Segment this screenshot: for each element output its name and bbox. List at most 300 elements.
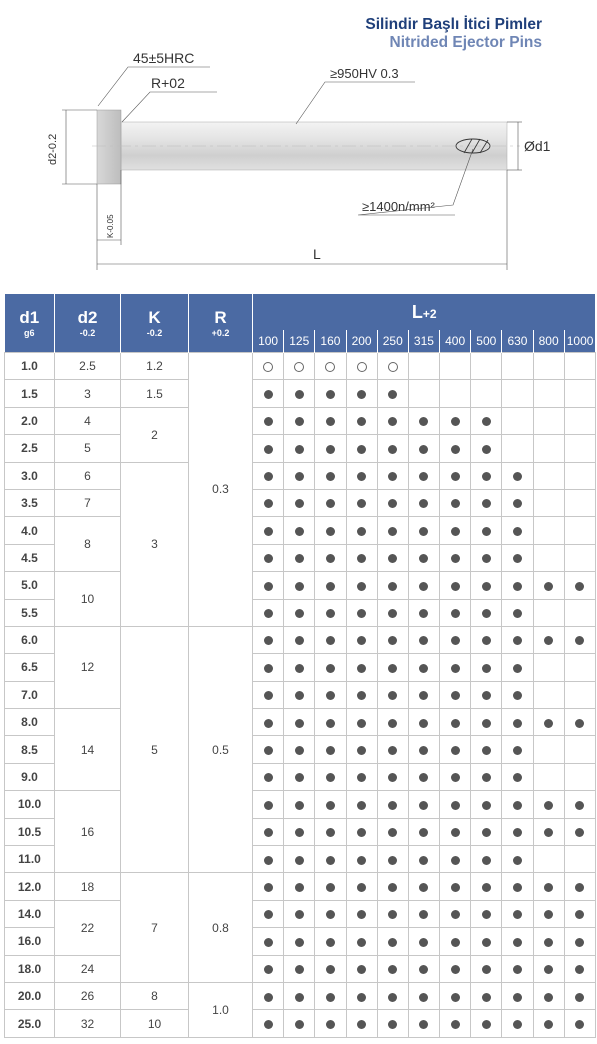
available-dot-icon [357, 828, 366, 837]
availability-cell [440, 353, 471, 380]
available-dot-icon [419, 965, 428, 974]
availability-cell [564, 435, 595, 462]
available-dot-icon [482, 445, 491, 454]
availability-cell [440, 736, 471, 763]
availability-cell [346, 818, 377, 845]
header-d2: d2 -0.2 [55, 294, 121, 353]
availability-cell [253, 846, 284, 873]
available-dot-icon [513, 883, 522, 892]
availability-cell [471, 846, 502, 873]
availability-cell [471, 407, 502, 434]
availability-cell [315, 900, 346, 927]
available-dot-icon [264, 938, 273, 947]
available-dot-icon [357, 746, 366, 755]
availability-cell [346, 763, 377, 790]
available-dot-icon [575, 828, 584, 837]
availability-cell [253, 626, 284, 653]
availability-cell [315, 599, 346, 626]
available-dot-icon [357, 527, 366, 536]
availability-cell [564, 489, 595, 516]
length-header-1000: 1000 [564, 330, 595, 353]
available-dot-icon [295, 801, 304, 810]
d2-cell: 3 [55, 380, 121, 407]
availability-cell [533, 353, 564, 380]
availability-cell [253, 818, 284, 845]
availability-cell [502, 572, 533, 599]
availability-cell [502, 873, 533, 900]
d1-cell: 1.5 [5, 380, 55, 407]
available-dot-icon [419, 691, 428, 700]
k-cell: 1.5 [121, 380, 189, 407]
availability-cell [564, 407, 595, 434]
availability-cell [346, 517, 377, 544]
availability-cell [564, 462, 595, 489]
available-dot-icon [451, 691, 460, 700]
available-dot-icon [482, 910, 491, 919]
available-dot-icon [264, 417, 273, 426]
availability-cell [471, 900, 502, 927]
r-cell: 0.8 [189, 873, 253, 983]
available-dot-icon [326, 664, 335, 673]
k-cell: 1.2 [121, 353, 189, 380]
available-dot-icon [451, 801, 460, 810]
available-dot-icon [419, 636, 428, 645]
available-dot-icon [419, 773, 428, 782]
available-dot-icon [513, 636, 522, 645]
availability-cell [346, 846, 377, 873]
availability-cell [408, 846, 439, 873]
availability-cell [564, 517, 595, 544]
availability-cell [408, 599, 439, 626]
d1-cell: 2.0 [5, 407, 55, 434]
availability-cell [284, 380, 315, 407]
availability-cell [502, 626, 533, 653]
available-dot-icon [513, 472, 522, 481]
d1-cell: 10.5 [5, 818, 55, 845]
availability-cell [315, 572, 346, 599]
availability-cell [440, 846, 471, 873]
availability-cell [564, 982, 595, 1009]
available-dot-icon [295, 664, 304, 673]
available-dot-icon [326, 499, 335, 508]
availability-cell [533, 763, 564, 790]
header-r: R +0.2 [189, 294, 253, 353]
availability-cell [564, 626, 595, 653]
available-dot-icon [482, 828, 491, 837]
available-dot-icon [419, 527, 428, 536]
available-dot-icon [357, 883, 366, 892]
availability-cell [533, 982, 564, 1009]
availability-cell [533, 873, 564, 900]
available-dot-icon [482, 883, 491, 892]
availability-cell [346, 1010, 377, 1037]
available-dot-icon [326, 472, 335, 481]
available-dot-icon [419, 499, 428, 508]
availability-cell [377, 709, 408, 736]
available-dot-icon [451, 773, 460, 782]
availability-cell [253, 681, 284, 708]
available-dot-icon [264, 582, 273, 591]
available-dot-icon [326, 445, 335, 454]
d2-cell: 12 [55, 626, 121, 708]
available-dot-icon [388, 472, 397, 481]
d2-cell: 2.5 [55, 353, 121, 380]
available-dot-icon [451, 499, 460, 508]
availability-cell [564, 1010, 595, 1037]
available-dot-icon [295, 445, 304, 454]
availability-cell [377, 736, 408, 763]
available-dot-icon [575, 636, 584, 645]
availability-cell [408, 407, 439, 434]
available-dot-icon [451, 965, 460, 974]
availability-cell [408, 572, 439, 599]
availability-cell [533, 380, 564, 407]
available-dot-icon [326, 691, 335, 700]
availability-cell [346, 544, 377, 571]
availability-cell [284, 709, 315, 736]
available-dot-icon [388, 390, 397, 399]
available-dot-icon [451, 472, 460, 481]
available-dot-icon [419, 417, 428, 426]
available-dot-icon [482, 719, 491, 728]
available-dot-icon [357, 910, 366, 919]
special-order-ring-icon [294, 362, 304, 372]
available-dot-icon [419, 445, 428, 454]
availability-cell [408, 517, 439, 544]
available-dot-icon [326, 636, 335, 645]
availability-cell [564, 928, 595, 955]
available-dot-icon [264, 499, 273, 508]
length-header-800: 800 [533, 330, 564, 353]
availability-cell [471, 982, 502, 1009]
available-dot-icon [388, 636, 397, 645]
d1-cell: 16.0 [5, 928, 55, 955]
availability-cell [377, 900, 408, 927]
d2-cell: 10 [55, 572, 121, 627]
availability-cell [346, 380, 377, 407]
available-dot-icon [419, 582, 428, 591]
available-dot-icon [295, 993, 304, 1002]
available-dot-icon [264, 856, 273, 865]
available-dot-icon [295, 390, 304, 399]
availability-cell [440, 681, 471, 708]
d1-cell: 20.0 [5, 982, 55, 1009]
available-dot-icon [264, 1020, 273, 1029]
availability-cell [502, 928, 533, 955]
available-dot-icon [295, 965, 304, 974]
head-hardness-label: 45±5HRC [133, 50, 195, 66]
availability-cell [315, 435, 346, 462]
length-header-125: 125 [284, 330, 315, 353]
available-dot-icon [482, 582, 491, 591]
availability-cell [377, 435, 408, 462]
available-dot-icon [451, 828, 460, 837]
available-dot-icon [264, 691, 273, 700]
availability-cell [502, 955, 533, 982]
availability-cell [315, 846, 346, 873]
availability-cell [253, 353, 284, 380]
length-header-160: 160 [315, 330, 346, 353]
available-dot-icon [326, 417, 335, 426]
availability-cell [377, 353, 408, 380]
available-dot-icon [326, 883, 335, 892]
available-dot-icon [575, 883, 584, 892]
availability-cell [377, 544, 408, 571]
available-dot-icon [482, 1020, 491, 1029]
available-dot-icon [451, 445, 460, 454]
tensile-label: ≥1400n/mm² [362, 199, 435, 214]
available-dot-icon [482, 938, 491, 947]
availability-cell [564, 709, 595, 736]
availability-cell [502, 489, 533, 516]
available-dot-icon [264, 910, 273, 919]
availability-cell [440, 380, 471, 407]
available-dot-icon [513, 773, 522, 782]
availability-cell [377, 982, 408, 1009]
title-english: Nitrided Ejector Pins [389, 34, 542, 51]
header-d1: d1 g6 [5, 294, 55, 353]
d2-cell: 6 [55, 462, 121, 489]
available-dot-icon [451, 554, 460, 563]
available-dot-icon [264, 636, 273, 645]
available-dot-icon [544, 993, 553, 1002]
availability-cell [408, 709, 439, 736]
d2-cell: 7 [55, 489, 121, 516]
available-dot-icon [295, 417, 304, 426]
availability-cell [315, 736, 346, 763]
availability-cell [253, 763, 284, 790]
availability-cell [502, 654, 533, 681]
available-dot-icon [326, 582, 335, 591]
d1-cell: 14.0 [5, 900, 55, 927]
availability-cell [440, 982, 471, 1009]
availability-cell [440, 873, 471, 900]
available-dot-icon [264, 445, 273, 454]
available-dot-icon [419, 801, 428, 810]
table-row [5, 572, 596, 599]
pin-diameter-label: Ød1 [524, 138, 551, 154]
available-dot-icon [357, 1020, 366, 1029]
availability-cell [377, 873, 408, 900]
d1-cell: 1.0 [5, 353, 55, 380]
available-dot-icon [451, 664, 460, 673]
available-dot-icon [544, 828, 553, 837]
available-dot-icon [575, 801, 584, 810]
availability-cell [440, 709, 471, 736]
availability-cell [408, 353, 439, 380]
available-dot-icon [419, 993, 428, 1002]
available-dot-icon [264, 883, 273, 892]
available-dot-icon [388, 582, 397, 591]
available-dot-icon [451, 1020, 460, 1029]
availability-cell [253, 435, 284, 462]
availability-cell [440, 955, 471, 982]
availability-cell [346, 791, 377, 818]
availability-cell [346, 736, 377, 763]
available-dot-icon [513, 801, 522, 810]
availability-cell [564, 763, 595, 790]
available-dot-icon [326, 1020, 335, 1029]
available-dot-icon [264, 472, 273, 481]
available-dot-icon [544, 910, 553, 919]
available-dot-icon [544, 938, 553, 947]
table-row [5, 489, 596, 516]
available-dot-icon [357, 993, 366, 1002]
availability-cell [564, 599, 595, 626]
available-dot-icon [295, 472, 304, 481]
availability-cell [346, 435, 377, 462]
availability-cell [502, 846, 533, 873]
available-dot-icon [264, 664, 273, 673]
available-dot-icon [388, 856, 397, 865]
availability-cell [284, 599, 315, 626]
availability-cell [315, 873, 346, 900]
available-dot-icon [295, 938, 304, 947]
available-dot-icon [451, 856, 460, 865]
availability-cell [377, 572, 408, 599]
available-dot-icon [482, 993, 491, 1002]
availability-cell [284, 873, 315, 900]
available-dot-icon [357, 445, 366, 454]
availability-cell [315, 1010, 346, 1037]
available-dot-icon [357, 636, 366, 645]
availability-cell [377, 517, 408, 544]
availability-cell [408, 681, 439, 708]
availability-cell [471, 380, 502, 407]
availability-cell [502, 517, 533, 544]
availability-cell [440, 435, 471, 462]
title-turkish: Silindir Başlı İtici Pimler [365, 16, 542, 33]
availability-cell [346, 572, 377, 599]
availability-cell [346, 489, 377, 516]
available-dot-icon [451, 609, 460, 618]
availability-cell [564, 654, 595, 681]
available-dot-icon [451, 993, 460, 1002]
availability-cell [284, 763, 315, 790]
availability-cell [502, 709, 533, 736]
d1-cell: 3.0 [5, 462, 55, 489]
availability-cell [408, 654, 439, 681]
availability-cell [315, 380, 346, 407]
available-dot-icon [575, 582, 584, 591]
d2-cell: 4 [55, 407, 121, 434]
availability-cell [284, 572, 315, 599]
available-dot-icon [544, 582, 553, 591]
availability-cell [408, 462, 439, 489]
availability-cell [253, 955, 284, 982]
available-dot-icon [264, 828, 273, 837]
availability-cell [533, 489, 564, 516]
d1-cell: 5.5 [5, 599, 55, 626]
availability-cell [471, 763, 502, 790]
availability-cell [377, 626, 408, 653]
d1-cell: 6.5 [5, 654, 55, 681]
availability-cell [346, 709, 377, 736]
availability-cell [253, 928, 284, 955]
availability-cell [315, 982, 346, 1009]
availability-cell [253, 791, 284, 818]
available-dot-icon [451, 938, 460, 947]
table-row [5, 955, 596, 982]
availability-cell [377, 489, 408, 516]
availability-cell [253, 462, 284, 489]
available-dot-icon [264, 390, 273, 399]
available-dot-icon [451, 636, 460, 645]
available-dot-icon [513, 938, 522, 947]
length-header-250: 250 [377, 330, 408, 353]
available-dot-icon [388, 938, 397, 947]
available-dot-icon [295, 554, 304, 563]
availability-cell [284, 435, 315, 462]
table-row [5, 900, 596, 927]
availability-cell [377, 955, 408, 982]
available-dot-icon [513, 582, 522, 591]
availability-cell [284, 489, 315, 516]
availability-cell [315, 407, 346, 434]
availability-cell [564, 736, 595, 763]
availability-cell [533, 791, 564, 818]
available-dot-icon [264, 801, 273, 810]
availability-cell [408, 791, 439, 818]
availability-cell [408, 380, 439, 407]
length-label: L [313, 246, 321, 262]
availability-cell [408, 873, 439, 900]
available-dot-icon [388, 445, 397, 454]
available-dot-icon [326, 390, 335, 399]
available-dot-icon [357, 554, 366, 563]
availability-cell [253, 380, 284, 407]
availability-cell [471, 873, 502, 900]
availability-cell [408, 982, 439, 1009]
header-l: L+2 [253, 294, 596, 330]
availability-cell [284, 791, 315, 818]
availability-cell [564, 380, 595, 407]
availability-cell [408, 818, 439, 845]
available-dot-icon [419, 472, 428, 481]
availability-cell [502, 900, 533, 927]
availability-cell [346, 626, 377, 653]
availability-cell [346, 462, 377, 489]
available-dot-icon [326, 828, 335, 837]
availability-cell [502, 544, 533, 571]
available-dot-icon [388, 910, 397, 919]
d1-cell: 8.0 [5, 709, 55, 736]
d1-cell: 4.0 [5, 517, 55, 544]
availability-cell [315, 544, 346, 571]
availability-cell [408, 1010, 439, 1037]
availability-cell [346, 982, 377, 1009]
availability-cell [346, 654, 377, 681]
available-dot-icon [357, 582, 366, 591]
available-dot-icon [357, 609, 366, 618]
available-dot-icon [295, 746, 304, 755]
availability-cell [253, 654, 284, 681]
d1-cell: 25.0 [5, 1010, 55, 1037]
availability-cell [502, 1010, 533, 1037]
available-dot-icon [388, 664, 397, 673]
k-cell: 10 [121, 1010, 189, 1037]
availability-cell [408, 736, 439, 763]
available-dot-icon [513, 554, 522, 563]
d1-cell: 8.5 [5, 736, 55, 763]
availability-cell [408, 900, 439, 927]
special-order-ring-icon [263, 362, 273, 372]
available-dot-icon [513, 993, 522, 1002]
available-dot-icon [295, 1020, 304, 1029]
available-dot-icon [326, 554, 335, 563]
d2-cell: 24 [55, 955, 121, 982]
availability-cell [533, 517, 564, 544]
